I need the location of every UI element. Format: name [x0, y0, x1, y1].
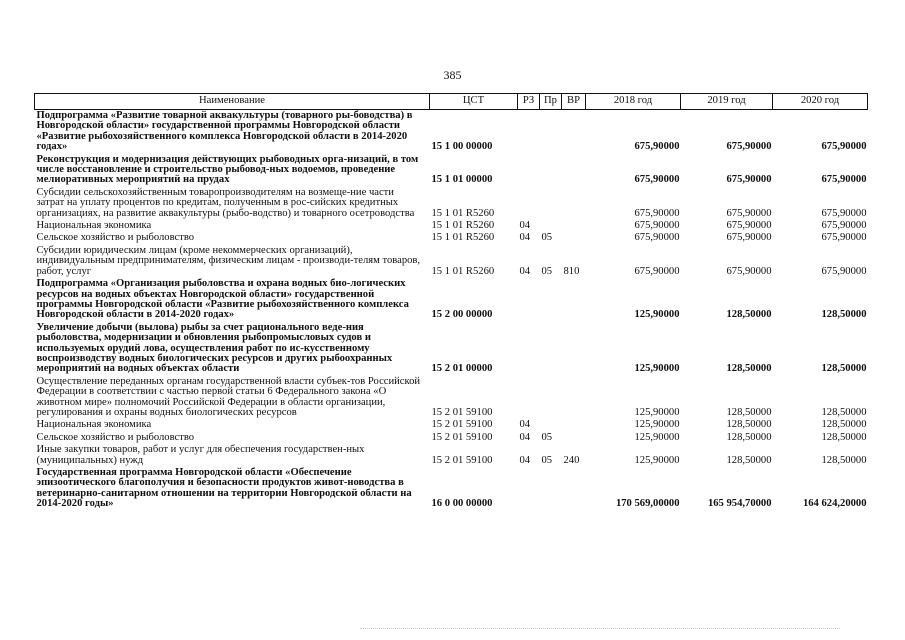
cell-name: Реконструкция и модернизация действующих рыбоводных орга-низаций, в том числе восстановление и строительство рыбовод-ных водоемов, проведение мелиоративных мероприятий на прудах: [36, 153, 419, 186]
table-row: [35, 220, 868, 232]
cell-2018: 170 569,00000: [615, 498, 680, 510]
cell-rz: [518, 467, 540, 511]
cell-name: Иные закупки товаров, работ и услуг для обеспечения государствен-ных (муниципальных) нужд: [36, 444, 365, 466]
cell-2018: 675,90000: [634, 174, 680, 186]
cell-rz: [518, 278, 540, 322]
cell-name: Национальная экономика: [36, 220, 152, 232]
cell-2019: 675,90000: [726, 174, 772, 186]
cell-name: Сельское хозяйство и рыболовство: [36, 232, 195, 244]
cell-2020: 128,50000: [821, 363, 867, 375]
cell-2020: 675,90000: [821, 174, 867, 186]
cell-2019: 675,90000: [726, 207, 772, 219]
footer-divider: [360, 628, 840, 631]
cell-vr: [562, 220, 586, 232]
cell-2020: 164 624,20000: [802, 498, 867, 510]
header-2019: 2019 год: [681, 94, 773, 110]
table-row: [35, 322, 868, 376]
cell-2018: 125,90000: [634, 419, 680, 431]
cell-vr: [562, 419, 586, 431]
cell-2018: 125,90000: [634, 406, 680, 418]
table-row: [35, 467, 868, 511]
cell-2020: 675,90000: [821, 207, 867, 219]
cell-2020: 128,50000: [821, 431, 867, 443]
cell-pr: 05: [541, 454, 553, 466]
cell-pr: 05: [541, 265, 553, 277]
header-2020: 2020 год: [773, 94, 868, 110]
cell-cst: 15 2 01 59100: [431, 431, 493, 443]
cell-pr: 05: [541, 431, 553, 443]
header-rz: РЗ: [518, 94, 540, 110]
cell-name: Государственная программа Новгородской области «Обеспечение эпизоотического благополучия и безопасности продуктов живот-новодства в ветеринарно-санитарном отношении на территории Новгородской области на 2014-2020 годы»: [36, 467, 412, 510]
table-row: [35, 419, 868, 431]
cell-rz: 04: [519, 232, 531, 244]
header-name: Наименование: [35, 94, 430, 110]
cell-name: Подпрограмма «Развитие товарной аквакультуры (товарного ры-боводства) в Новгородской области» государственной программы Новгородской области «Развитие рыбохозяйственного комплекса Новгородской области в 2014-2020 годах»: [36, 110, 413, 153]
header-pr: Пр: [540, 94, 562, 110]
cell-rz: 04: [519, 265, 531, 277]
cell-2018: 125,90000: [634, 363, 680, 375]
cell-2020: 675,90000: [821, 141, 867, 153]
cell-rz: 04: [519, 419, 531, 431]
cell-2020: 675,90000: [821, 220, 867, 232]
cell-2019: 128,50000: [726, 431, 772, 443]
cell-pr: [540, 467, 562, 511]
cell-rz: [518, 154, 540, 187]
cell-rz: [518, 322, 540, 376]
header-cst: ЦСТ: [430, 94, 518, 110]
cell-2019: 675,90000: [726, 220, 772, 232]
cell-vr: [562, 232, 586, 244]
cell-vr: [562, 322, 586, 376]
cell-cst: 15 1 01 R5260: [431, 232, 495, 244]
table-header-row: [35, 94, 868, 110]
cell-name: Увеличение добычи (вылова) рыбы за счет рационального веде-ния рыболовства, модернизации и обновления рыбопромысловых судов и используемых орудий лова, осуществления работ по ис-кусственному воспроизводству водных биологических ресурсов и других рыбоохранных мероприятий на водных объектах области: [36, 321, 393, 375]
cell-2019: 128,50000: [726, 454, 772, 466]
cell-cst: 15 1 01 R5260: [431, 220, 495, 232]
cell-vr: 240: [563, 454, 580, 466]
table-row: [35, 444, 868, 467]
cell-2018: 125,90000: [634, 309, 680, 321]
cell-2019: 675,90000: [726, 141, 772, 153]
cell-rz: [518, 110, 540, 154]
cell-vr: [562, 278, 586, 322]
cell-2020: 128,50000: [821, 454, 867, 466]
table-body: [35, 110, 868, 511]
cell-2019: 128,50000: [726, 309, 772, 321]
cell-2019: 128,50000: [726, 363, 772, 375]
cell-name: Подпрограмма «Организация рыболовства и охрана водных био-логических ресурсов на водных объектах Новгородской области» государственной программы Новгородской области «Развитие рыбохозяйственного комплекса Новгородской области в 2014-2020 годах»: [36, 278, 409, 321]
cell-rz: [518, 376, 540, 420]
cell-vr: [562, 376, 586, 420]
cell-2020: 128,50000: [821, 406, 867, 418]
cell-2020: 675,90000: [821, 265, 867, 277]
cell-vr: [562, 110, 586, 154]
page-number: 385: [443, 68, 462, 82]
table-row: [35, 187, 868, 220]
cell-vr: 810: [563, 265, 580, 277]
cell-2018: 125,90000: [634, 431, 680, 443]
cell-rz: 04: [519, 454, 531, 466]
cell-rz: [518, 187, 540, 220]
cell-pr: [540, 376, 562, 420]
cell-pr: [540, 154, 562, 187]
cell-pr: [540, 322, 562, 376]
table-row: [35, 245, 868, 278]
cell-pr: 05: [541, 232, 553, 244]
cell-2019: 128,50000: [726, 419, 772, 431]
cell-cst: 16 0 00 00000: [431, 498, 493, 510]
cell-rz: 04: [519, 431, 531, 443]
cell-rz: 04: [519, 220, 531, 232]
table-row: [35, 110, 868, 154]
cell-pr: [540, 110, 562, 154]
cell-vr: [562, 467, 586, 511]
cell-pr: [540, 419, 562, 431]
cell-2020: 128,50000: [821, 419, 867, 431]
table-row: [35, 232, 868, 244]
cell-2020: 675,90000: [821, 232, 867, 244]
table-row: [35, 278, 868, 322]
cell-cst: 15 2 01 00000: [431, 363, 493, 375]
table-row: [35, 154, 868, 187]
cell-2018: 675,90000: [634, 232, 680, 244]
budget-table: [34, 93, 868, 511]
cell-name: Сельское хозяйство и рыболовство: [36, 431, 195, 443]
cell-2018: 675,90000: [634, 265, 680, 277]
table-row: [35, 432, 868, 444]
cell-2018: 675,90000: [634, 220, 680, 232]
cell-2018: 125,90000: [634, 454, 680, 466]
cell-2019: 675,90000: [726, 265, 772, 277]
cell-name: Национальная экономика: [36, 419, 152, 431]
cell-cst: 15 1 01 00000: [431, 174, 493, 186]
cell-cst: 15 2 00 00000: [431, 309, 493, 321]
cell-2018: 675,90000: [634, 141, 680, 153]
cell-cst: 15 2 01 59100: [431, 419, 493, 431]
cell-cst: 15 1 01 R5260: [431, 207, 495, 219]
header-vr: ВР: [562, 94, 586, 110]
cell-pr: [540, 278, 562, 322]
cell-pr: [540, 220, 562, 232]
cell-vr: [562, 432, 586, 444]
cell-cst: 15 2 01 59100: [431, 406, 493, 418]
cell-name: Субсидии сельскохозяйственным товаропроизводителям на возмеще-ние части затрат на уплату процентов по кредитам, полученным в рос-сийских кредитных организациях, на развитие аквакультуры (рыбо-водство) и товарного осетроводства: [36, 186, 415, 219]
cell-cst: 15 2 01 59100: [431, 454, 493, 466]
cell-name: Осуществление переданных органам государственной власти субъек-тов Российской Федерации в соответствии с частью первой статьи 6 Федерального закона «О животном мире» полномочий Российской Федерации в области организации, регулирования и охраны водных биологических ресурсов: [36, 375, 421, 418]
cell-pr: [540, 187, 562, 220]
table-row: [35, 376, 868, 420]
cell-2020: 128,50000: [821, 309, 867, 321]
cell-name: Субсидии юридическим лицам (кроме некоммерческих организаций), индивидуальным предпринимателям, физическим лицам - производи-телям товаров, работ, услуг: [36, 244, 421, 277]
cell-vr: [562, 187, 586, 220]
cell-2019: 165 954,70000: [707, 498, 772, 510]
cell-cst: 15 1 01 R5260: [431, 265, 495, 277]
cell-2019: 675,90000: [726, 232, 772, 244]
cell-2019: 128,50000: [726, 406, 772, 418]
cell-vr: [562, 154, 586, 187]
cell-2018: 675,90000: [634, 207, 680, 219]
header-2018: 2018 год: [586, 94, 681, 110]
cell-cst: 15 1 00 00000: [431, 141, 493, 153]
